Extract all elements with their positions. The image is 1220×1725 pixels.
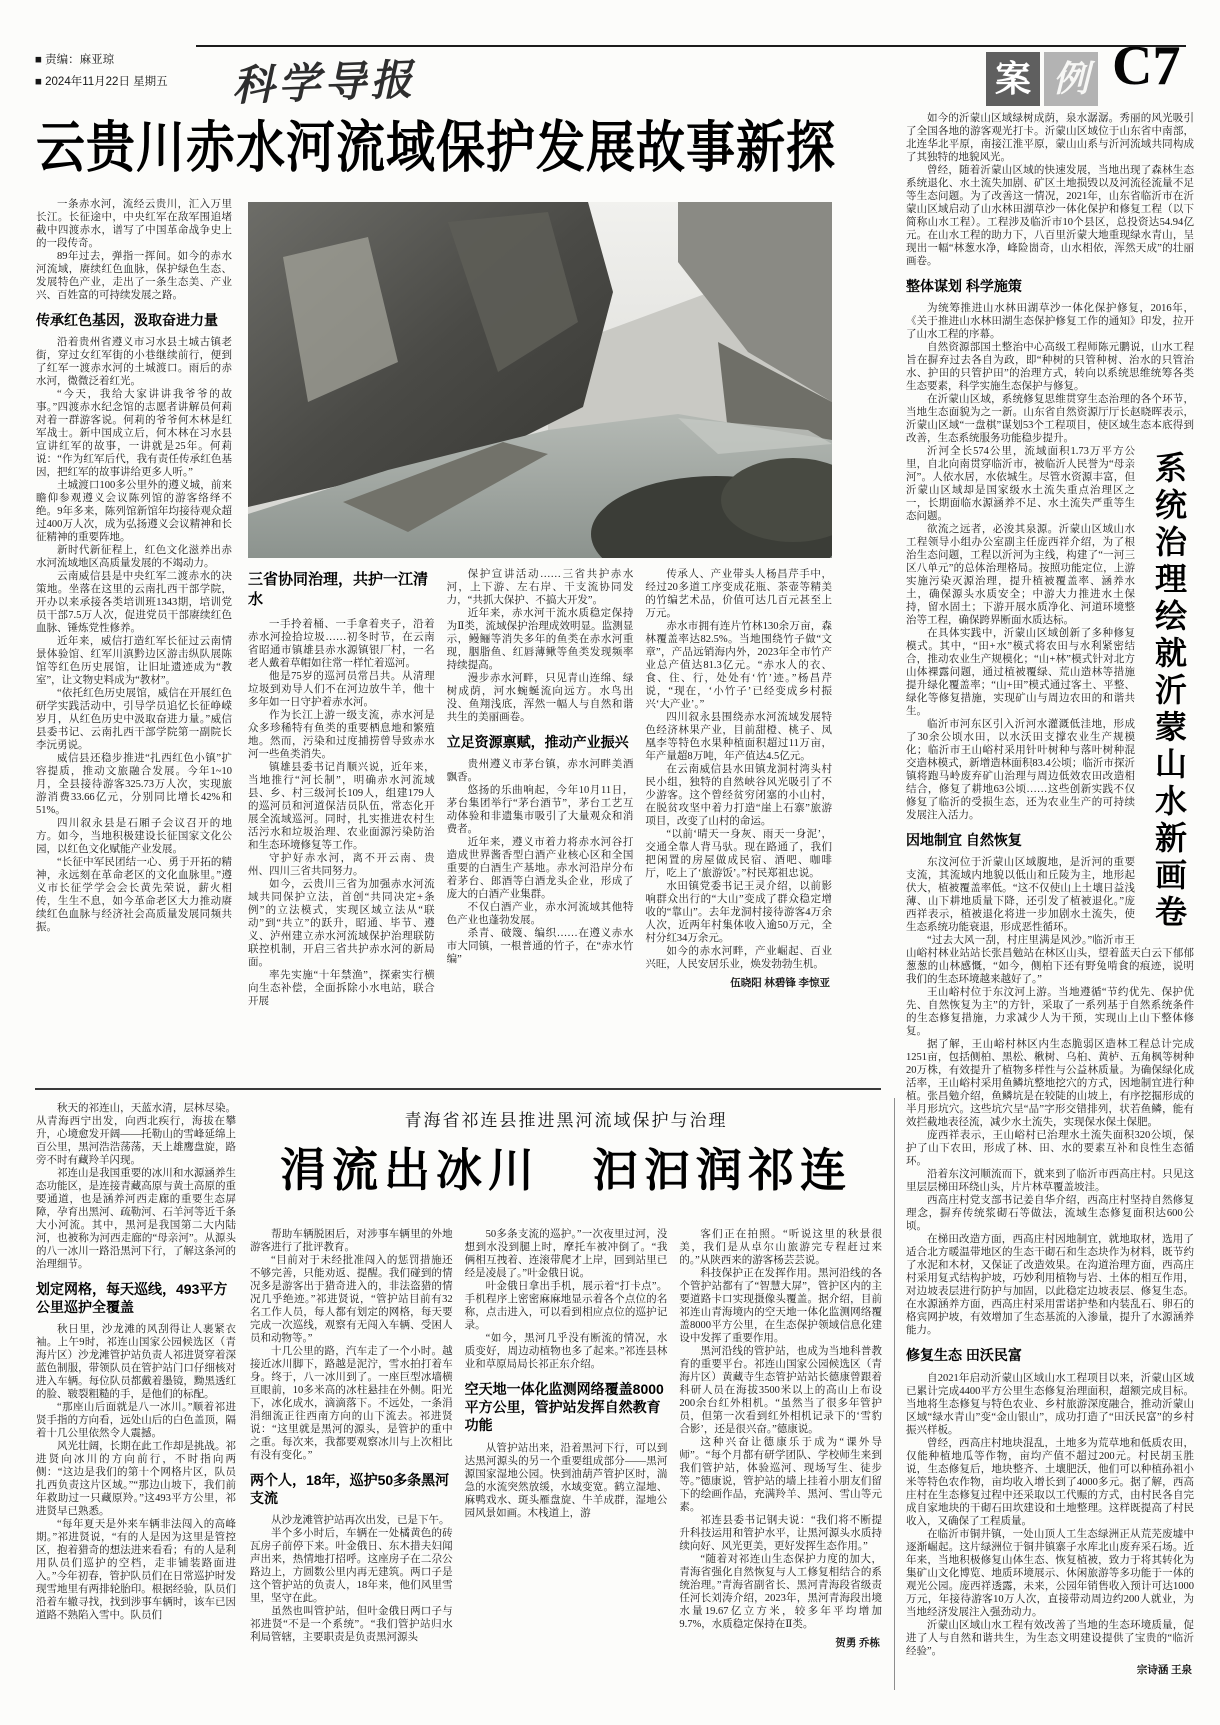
paragraph: 沂蒙山区域山水工程有效改善了当地的生态环境质量，促进了人与自然和谐共生，为生态文明建设提供了宝贵的“临沂经验”。 xyxy=(906,1619,1194,1657)
paragraph: 50多条支流的巡护。”一次夜里过河，没想到水没到腿上时，摩托车被冲倒了。“我俩相互拽着、连滚带爬才上岸，回到站里已经是凌晨了。”叶金俄日说。 xyxy=(464,1229,668,1279)
paragraph: 在具体实践中，沂蒙山区域创新了多种修复模式。其中，“田+水”模式将农田与水利紧密结合，推动农业生产规模化；“山+林”模式针对北方山体裸露问题，通过植被覆绿、荒山造林等措施提升绿化覆盖率；“山+田”模式通过客土、平整、绿化等修复措施，实现矿山与周边农田的和谐共生。 xyxy=(906,628,1135,718)
right-article-part-2 xyxy=(906,445,1194,1676)
paragraph: “依托红色历史展馆，威信在开展红色研学实践活动中，引导学员追忆长征峥嵘岁月，从红色历史中汲取奋进力量。”威信县委书记、云南扎西干部学院第一副院长李沅勇说。 xyxy=(36,688,232,752)
paragraph: 如今的沂蒙山区域绿树成荫，泉水潺潺。秀丽的风光吸引了全国各地的游客观光打卡。沂蒙山区域位于山东省中南部，北连华北平原，南接江淮平原，蒙山山系与沂河流域共同构成了其独特的地貌风光。 xyxy=(906,113,1194,163)
byline: 贺勇 乔栋 xyxy=(835,1638,881,1649)
paragraph: 一条赤水河，流经云贵川，汇入万里长江。长征途中，中央红军在敌军围追堵截中四渡赤水，谱写了中国革命战争史上的一段传奇。 xyxy=(36,199,232,249)
paragraph: 率先实施“十年禁渔”，探索实行横向生态补偿，全面拆除小水电站，联合开展 xyxy=(248,970,435,1007)
date-line: ■ 2024年11月22日 星期五 xyxy=(35,75,168,88)
newspaper-masthead: 科学导报 xyxy=(231,57,417,111)
paragraph: “目前对于未经批准闯入的惩罚措施还不够完善，只能劝返、提醒。我们碰到的情况多是游客出于猎奇进入的，非法盗猎的情况几乎绝迹。”祁进贤说，“管护站目前有32名工作人员，每人都有划定的网格，每天要完成一次巡线，观察有无闯入车辆、受困人员和动物等。” xyxy=(250,1255,453,1344)
paragraph: 赤水市拥有连片竹林130余万亩，森林覆盖率达82.5%。当地围绕竹子做“文章”，产品远销海内外，2023年全市竹产业总产值达81.3亿元。“赤水人的衣、食、住、行，处处有‘竹’迹。”杨昌芹说，“现在，‘小竹子’已经变成乡村振兴‘大产业’。” xyxy=(645,621,833,710)
horizontal-divider xyxy=(35,1088,881,1090)
column-subhead: 整体谋划 科学施策 xyxy=(906,278,1022,294)
paragraph: 四川叙永县是石厢子会议召开的地方。如今，当地积极建设长征国家文化公园，以红色文化赋能产业发展。 xyxy=(36,818,232,856)
paragraph: 贵州遵义市茅台镇，赤水河畔美酒飘香。 xyxy=(446,759,634,784)
paragraph: 黑河沿线的管护站，也成为当地科普教育的重要平台。祁连山国家公园候选区（青海片区）黄藏寺生态管护站站长德康曾跟着科研人员在海拔3500米以上的高山上布设200余台红外相机。“虽然当了很多年管护员，但第一次看到红外相机记录下的‘雪豹合影’，还是很兴奋。”德康说。 xyxy=(679,1346,883,1435)
main-article-column-1 xyxy=(36,198,232,1082)
paragraph: 不仅白酒产业，赤水河流域其他特色产业也蓬勃发展。 xyxy=(446,902,634,927)
masthead-info xyxy=(35,50,168,94)
main-article-columns xyxy=(248,568,832,1080)
column-subhead: 立足资源禀赋，推动产业振兴 xyxy=(446,734,629,750)
paragraph: 王山峪村位于东汶河上游。当地遵循“节约优先、保护优先、自然恢复为主”的方针，采取了一系列基于自然系统条件的生态修复措施，力求减少人为干预，实现山上山下整体修复。 xyxy=(906,987,1194,1038)
column-subhead: 两个人，18年，巡护50多条黑河支流 xyxy=(250,1472,450,1507)
main-article-column-4 xyxy=(645,568,832,1080)
paragraph: 沂河全长574公里，流域面积1.73万平方公里，自北向南贯穿临沂市，被临沂人民誉为“母亲河”。人依水居，水依城生。尽管水资源丰富，但沂蒙山区域却是国家级水土流失重点治理区之一，长期面临水源涵养不足、水土流失严重等生态问题。 xyxy=(906,446,1135,523)
paragraph: 曾经，西高庄村地块混乱，土地多为荒草地和低质农田，仅能种植地瓜等作物，亩均产值不超过200元。村民胡玉胜说，生态修复后，地块整齐、土壤肥沃，他们可以种植孙祖小米等特色农作物，亩均收入增长到了4000多元。据了解，西高庄村在生态修复过程中还采取以工代赈的方式，由村民各自完成自家地块的干砌石田坎建设和土地整理。这样既提高了村民收入，又确保了工程质量。 xyxy=(906,1437,1194,1527)
paragraph: 十几公里的路，汽车走了一个小时。越接近冰川脚下，路越是泥泞，雪水拍打着车身。终于，八一冰川到了。一座巨型冰墙横亘眼前，10多米高的冰柱悬挂在外侧。阳光下，冰化成水，滴滴落下。不远处，一条涓涓细流正往西南方向的山下流去。祁进贤说：“这里就是黑河的源头，是管护的重中之重。每次来，我都要观察冰川与上次相比有没有变化。” xyxy=(250,1346,453,1461)
column-subhead: 划定网格，每天巡线，493平方公里巡护全覆盖 xyxy=(36,1281,228,1316)
paragraph: 传承人、产业带头人杨昌芹手中，经过20多道工序变成花瓶、茶壶等精美的竹编艺术品，价值可达几百元甚至上万元。 xyxy=(645,569,833,619)
paragraph: “长征中军民团结一心、勇于开拓的精神，永远刻在革命老区的文化血脉里。”遵义市长征学学会会长黄先荣说，薪火相传，生生不息，如今革命老区大力推动赓续红色血脉与经济社会高质量发展同频共振。 xyxy=(36,857,232,934)
paragraph: 在沂蒙山区域，系统修复思维贯穿生态治理的各个环节，当地生态面貌为之一新。山东省自然资源厅厅长赵晓晖表示，沂蒙山区域“一盘棋”谋划53个工程项目，使区域生态本底得到改善，生态系统服务功能稳步提升。 xyxy=(906,394,1194,445)
header-rule xyxy=(196,45,1186,47)
byline: 宗诗涵 王泉 xyxy=(1136,1664,1192,1676)
paragraph: “随着对祁连山生态保护力度的加大，青海省强化自然恢复与人工修复相结合的系统治理。”青海省副省长、黑河青海段省级责任河长刘涛介绍，2023年，黑河青海段出境水量19.67亿立方米，较多年平均增加9.7%，水质稳定保持在Ⅱ类。 xyxy=(679,1554,883,1630)
paragraph: 漫步赤水河畔，只见青山连绵、绿树成荫，河水蜿蜒流向远方。水鸟出没、鱼翔浅底，浑然一幅人与自然和谐共生的美丽画卷。 xyxy=(446,673,634,723)
paragraph: 自然资源部国土整治中心高级工程师陈元鹏说，山水工程旨在摒弃过去各自为政，即“种树的只管种树、治水的只管治水、护田的只管护田”的治理方式，转向以系统思维统筹各类生态要素，科学实施生态保护与修复。 xyxy=(906,342,1194,393)
column-subhead: 修复生态 田沃民富 xyxy=(906,1347,1022,1364)
bottom-article-column-4 xyxy=(679,1228,882,1704)
bottom-article-column-3 xyxy=(465,1228,668,1704)
paragraph: 杀青、破篾、编织……在遵义赤水市大同镇，一根普通的竹子，在“赤水竹编” xyxy=(446,928,634,966)
paragraph: 科技保护正在发挥作用。黑河沿线的各个管护站都有了“智慧大屏”，管护区内的主要道路卡口实现摄像头覆盖。据介绍，目前祁连山青海境内的空天地一体化监测网络覆盖8000平方公里，在生态保护领域信息化建设中发挥了重要作用。 xyxy=(679,1268,883,1344)
paragraph: 曾经，随着沂蒙山区域的快速发展，当地出现了森林生态系统退化、水土流失加剧、矿区土地损毁以及河流径流量不足等生态问题。为了改善这一情况，2021年，山东省临沂市在沂蒙山区域启动了山水林田湖草沙一体化保护和修复工程（以下简称山水工程）。工程涉及临沂市10个县区，总投资达54.94亿元。在山水工程的助力下，八百里沂蒙大地重现绿水青山，呈现出一幅“林葱水净，峰险崮奇，山水相依，浑然天成”的壮丽画卷。 xyxy=(906,165,1194,267)
paragraph: 半个多小时后，车辆在一处橘黄色的砖瓦房子前停下来。叶金俄日、东木措夫妇闻声出来，热情地打招呼。这座房子在二尕公路边上，方圆数公里内再无建筑。两口子是这个管护站的负责人，18年来，他们风里雪里，坚守在此。 xyxy=(250,1528,453,1605)
section-tag-an: 案 xyxy=(986,52,1040,106)
column-subhead: 因地制宜 自然恢复 xyxy=(906,832,1022,849)
paragraph: 叶金俄日拿出手机，展示着“打卡点”。手机程序上密密麻麻地显示着各个点位的名称，点击进入，可以看到相应点位的巡护记录。 xyxy=(464,1281,668,1331)
right-article-vertical-headline: 系统治理绘就沂蒙山水新画卷 xyxy=(1151,451,1187,933)
paragraph: 保护宣讲活动……三省共护赤水河，上下游、左右岸、干支流协同发力，“共抓大保护、不搞大开发”。 xyxy=(446,569,634,606)
paragraph: 近年来，威信打造红军长征过云南情景体验馆、红军川滇黔边区游击纵队展陈馆等红色历史展馆，让旧址遗迹成为“教室”，让文物史料成为“教材”。 xyxy=(36,636,232,687)
paragraph: 虽然也叫管护站，但叶金俄日两口子与祁进贤“不是一个系统”。“我们管护站归水利局管辖，主要职责是负责黑河源头 xyxy=(250,1606,453,1644)
paragraph: 如今的赤水河畔，产业崛起、百业兴旺，人民安居乐业，焕发勃勃生机。 xyxy=(645,946,833,970)
paragraph: 水田镇党委书记王灵介绍，以前影响群众出行的“大山”变成了群众稳定增收的“靠山”。去年龙洞村接待游客4万余人次，近两年村集体收入逾50万元，全村分红34万余元。 xyxy=(645,881,833,944)
paragraph: 在梯田改造方面，西高庄村因地制宜，就地取材，选用了适合北方暖温带地区的生态干砌石和生态块作为材料，既节约了水泥和木材，又保证了改造效果。在沟道治理方面，西高庄村采用复式结构护坡，巧妙利用植物与岩、土体的相互作用，对边坡表层进行防护与加固，以此稳定边坡表层、修复生态。在水源涵养方面，西高庄村采用雷诺护垫和内装乱石、卵石的格宾网护坡，有效增加了生态基流的入渗量，提升了水源涵养能力。 xyxy=(906,1234,1194,1337)
paragraph: 风光壮阔，长期在此工作却是挑战。祁进贤向冰川的方向前行，不时指向两侧：“这边是我们的第十个网格片区，队员扎西负责这片区域。”“那边山坡下，我们前年救助过一只藏原羚。”这493平方公里，祁进贤早已熟悉。 xyxy=(36,1441,236,1518)
paragraph: 威信县还稳步推进“扎西红色小镇”扩容提质，推动文旅融合发展。今年1~10月，全县接待游客325.73万人次，实现旅游消费33.66亿元，分别同比增长42%和51%。 xyxy=(36,753,232,817)
paragraph: 据了解，王山峪村林区内生态脆弱区造林工程总计完成1251亩，包括侧柏、黑松、楸树、乌桕、黄栌、五角枫等树种20万株，有效提升了植物多样性与公益林质量。为确保绿化成活率，王山峪村采用鱼鳞坑整地挖穴的方式，因地制宜进行种植。张昌勉介绍，鱼鳞坑是在较陡的山坡上，有序挖掘形成的半月形坑穴。这些坑穴呈“品”字形交错排列，状若鱼鳞，能有效拦截地表径流，减少水土流失，实现保水保土保肥。 xyxy=(906,1039,1194,1129)
paragraph: 帮助车辆脱困后，对涉事车辆里的外地游客进行了批评教育。 xyxy=(250,1229,453,1253)
vertical-divider xyxy=(894,1098,895,1690)
paragraph: 这种兴奋让德康乐于成为“课外导师”。“每个月都有研学团队、学校师生来到我们管护站，体验巡河、现场写生、徒步等。”德康说，管护站的墙上挂着小朋友们留下的绘画作品，充满羚羊、黑河、雪山等元素。 xyxy=(679,1437,883,1513)
paragraph: 在云南威信县水田镇龙洞村湾头村民小组，独特的自然峡谷风光吸引了不少游客。这个曾经贫穷闭塞的小山村，在脱贫攻坚中着力打造“崖上石寨”旅游项目，改变了山村的命运。 xyxy=(645,764,833,827)
paragraph: 近年来，赤水河干流水质稳定保持为Ⅱ类，流域保护治理成效明显。监测显示，鳗鲡等消失多年的鱼类在赤水河重现，胭脂鱼、红唇薄鳅等鱼类发现频率持续提高。 xyxy=(446,608,634,671)
paragraph: “每年夏天是外来车辆非法闯入的高峰期。”祁进贤说，“有的人是因为这里是管控区，抱着猎奇的想法进来看看；有的人是利用队员们巡护的空档，走非铺装路面进入。”今年初春，管护队员们在日常巡护时发现雪地里有两排轮胎印。根据经验，队员们沿着车辙寻找，找到涉事车辆时，该车已因道路不熟陷入雪中。队员们 xyxy=(36,1519,236,1622)
paragraph: 新时代新征程上，红色文化滋养出赤水河流域地区高质量发展的不竭动力。 xyxy=(36,545,232,570)
river-gorge-photo xyxy=(248,202,832,558)
paragraph: 如今，云贵川三省为加强赤水河流域共同保护立法，首创“共同决定+条例”的立法模式，实现区域立法从“联动”到“共立”的跃升，昭通、毕节、遵义、泸州建立赤水河流域保护治理联防联控机制，开启三省共护赤水河的新局面。 xyxy=(248,879,435,968)
paragraph: 祁连山是我国重要的冰川和水源涵养生态功能区，是连接青藏高原与黄土高原的重要通道，也是涵养河西走廊的重要生态屏障，孕育出黑河、疏勒河、石羊河等近千条大小河流。其中，黑河是我国第二大内陆河，也被称为河西走廊的“母亲河”。从源头的八一冰川一路沿黑河下行，了解这条河的治理细节。 xyxy=(36,1168,236,1270)
section-subhead: 三省协同治理，共护一江清水 xyxy=(248,571,429,608)
editor-line: ■ 责编：麻亚琼 xyxy=(35,54,115,66)
column-subhead: 传承红色基因，汲取奋进力量 xyxy=(36,312,218,328)
paragraph: “如今，黑河几乎没有断流的情况，水质变好，周边动植物也多了起来。”祁连县林业和草原局局长祁正东介绍。 xyxy=(464,1333,668,1370)
paragraph: 东汶河位于沂蒙山区域腹地，是沂河的重要支流，其流域内地貌以低山和丘陵为主，地形起伏大，植被覆盖率低。“这不仅使山上土壤日益浅薄、山下耕地质量下降，还引发了植被退化。”庞西祥表示，植被退化将进一步加剧水土流失，使生态系统功能衰退，形成恶性循环。 xyxy=(906,857,1135,934)
bottom-article-headline: 涓流出冰川 汩汩润祁连 xyxy=(280,1145,852,1196)
paragraph: 89年过去，弹指一挥间。如今的赤水河流域，赓续红色血脉，保护绿色生态、发展特色产业，走出了一条生态美、产业兴、百姓富的可持续发展之路。 xyxy=(36,251,232,301)
main-article-column-2 xyxy=(248,568,435,1080)
paragraph: 作为长江上游一级支流，赤水河是众多珍稀特有鱼类的重要栖息地和繁殖地。然而，污染和过度捕捞曾导致赤水河一些鱼类消失。 xyxy=(248,710,435,760)
paragraph: 为统筹推进山水林田湖草沙一体化保护修复，2016年，《关于推进山水林田湖生态保护修复工作的通知》印发，拉开了山水工程的序幕。 xyxy=(906,303,1194,341)
paragraph: 他是75岁的巡河员常吕共。从清理垃圾到劝导人们不在河边放牛羊，他十多年如一日守护着赤水河。 xyxy=(248,671,435,708)
paragraph: 沿着东汶河顺流而下，就来到了临沂市西高庄村。只见这里层层梯田环绕山头，片片林草覆盖坡洼。 xyxy=(906,1169,1194,1194)
byline: 伍晓阳 林碧锋 李惊亚 xyxy=(730,978,831,989)
paragraph: 秋日里，沙龙滩的风刮得让人裹紧衣袖。上午9时，祁连山国家公园候选区（青海片区）沙龙滩管护站负责人祁进贤穿着深蓝色制服，带领队员在管护站门口仔细核对进入车辆。每位队员都戴着墨镜，黝黑透红的脸、皲裂粗糙的手，是他们的标配。 xyxy=(36,1324,236,1401)
paragraph: 祁连县委书记钢夫说：“我们将不断提升科技运用和管护水平，让黑河源头水质持续向好、风光更美，更好发挥生态作用。” xyxy=(679,1515,883,1552)
column-subhead: 空天地一体化监测网络覆盖8000平方公里，管护站发挥自然教育功能 xyxy=(464,1381,664,1434)
paragraph: 临沂市河东区引入沂河水灌溉低洼地，形成了30余公顷水田，以水沃田支撑农业生产规模化；临沂市王山峪村采用针叶树种与落叶树种混交造林模式，新增造林面积83.4公顷；临沂市探沂镇将跑马岭废弃矿山治理与周边低效农田改造相结合，修复了耕地63公顷……这些创新实践不仅修复了临沂的受损生态，还为农业生产的可持续发展注入活力。 xyxy=(906,719,1135,822)
paragraph: “过去大风一刮，村庄里满是风沙。”临沂市王山峪村林业站站长张昌勉站在林区山头，望着蓝天白云下郁郁葱葱的山林感慨，“如今，侧柏下还有野兔啃食的痕迹，说明我们的生态环境越来越好了。” xyxy=(906,935,1194,986)
paragraph: 客们正在拍照。“听说这里的秋景很美，我们是从卓尔山旅游完专程赶过来的。”从陕西来的游客杨芸芸说。 xyxy=(679,1229,883,1266)
bottom-article-column-1 xyxy=(36,1102,236,1704)
paragraph: 镇雄县委书记肖顺兴说，近年来，当地推行“河长制”，明确赤水河流域县、乡、村三级河长109人，组建179人的巡河员和河道保洁员队伍，常态化开展全流域巡河。同时，扎实推进农村生活污水和垃圾治理、农业面源污染防治和生态环境修复等工作。 xyxy=(248,762,435,851)
paragraph: 西高庄村党支部书记姜自华介绍，西高庄村坚持自然修复理念，摒弃传统浆砌石等做法，流域生态修复面积达600公顷。 xyxy=(906,1195,1194,1233)
main-headline: 云贵川赤水河流域保护发展故事新探 xyxy=(36,117,837,180)
bottom-article-columns xyxy=(250,1228,882,1704)
paragraph: 守护好赤水河，离不开云南、贵州、四川三省共同努力。 xyxy=(248,853,435,877)
paragraph: 悠扬的乐曲响起，今年10月11日，茅台集团举行“茅台酒节”，茅台工艺互动体验和非遗集市吸引了大量观众和消费者。 xyxy=(446,785,634,836)
paragraph: 沿着贵州省遵义市习水县土城古镇老街，穿过女红军街的小巷继续前行，便到了红军一渡赤水河的土城渡口。雨后的赤水河，微微泛着红光。 xyxy=(36,337,232,388)
paragraph: 四川叙永县围绕赤水河流域发展特色经济林果产业，目前甜橙、桃子、凤凰李等特色水果种植面积超过11万亩，年产量超8万吨，年产值达4.5亿元。 xyxy=(645,712,833,762)
paragraph: 在临沂市铜井镇，一处山顶人工生态绿洲正从荒芜废墟中逐渐崛起。这片绿洲位于铜井镇寨子水库北山废弃采石场。近年来，当地积极修复山体生态、恢复植被，致力于将其转化为集矿山文化博览、地质环境展示、休闲旅游等多功能于一体的观光公园。庞西祥透露，未来，公园年销售收入预计可达1000万元，年接待游客10万人次，直接带动周边约200人就业，为当地经济发展注入强劲动力。 xyxy=(906,1528,1194,1618)
bottom-article-column-2 xyxy=(250,1228,453,1704)
page-number: C7 xyxy=(1112,35,1181,97)
bottom-article-kicker: 青海省祁连县推进黑河流域保护与治理 xyxy=(404,1111,728,1130)
paragraph: 一手拎着桶、一手拿着夹子，沿着赤水河捡拾垃圾……初冬时节，在云南省昭通市镇雄县赤水源镇银厂村，一名老人戴着草帽如往常一样忙着巡河。 xyxy=(248,619,435,669)
section-tag-li: 例 xyxy=(1044,52,1098,106)
paragraph: 近年来，遵义市着力将赤水河谷打造成世界酱香型白酒产业核心区和全国重要的白酒生产基地。赤水河沿岸分布着茅台、郎酒等白酒龙头企业，形成了庞大的白酒产业集群。 xyxy=(446,837,634,901)
paragraph: 从管护站出来，沿着黑河下行，可以到达黑河源头的另一个重要组成部分——黑河源国家湿地公园。快到油葫芦管护区时，湍急的水流突然放缓，水域变宽。鹤立湿地、麻鸭戏水、斑头雁盘旋、牛羊成群，湿地公园风景如画。木栈道上，游 xyxy=(464,1442,668,1519)
right-article-part-1 xyxy=(906,112,1194,445)
paragraph: 欲流之远者，必浚其泉源。沂蒙山区域山水工程领导小组办公室副主任庞西祥介绍，为了根治生态问题，工程以沂河为主线，构建了“一河三区八单元”的总体治理格局。按照功能定位，上游实施污染灭源治理，提升植被覆盖率、涵养水土，确保源头水质安全；中游大力推进水土保持，留水固土；下游开展水质净化、河道环境整治等工程，确保跨界断面水质达标。 xyxy=(906,524,1135,627)
paragraph: 自2021年启动沂蒙山区域山水工程项目以来，沂蒙山区域已累计完成4400平方公里生态修复治理面积，超额完成目标。当地将生态修复与特色农业、乡村旅游深度融合，推动沂蒙山区域“绿水青山”变“金山银山”，成功打造了“田沃民富”的乡村振兴样板。 xyxy=(906,1372,1194,1436)
paragraph: 庞西祥表示，王山峪村已治理水土流失面积320公顷，保护了山下农田，形成了林、田、水的要素互补和良性生态循环。 xyxy=(906,1130,1194,1168)
paragraph: 云南威信县是中央红军二渡赤水的决策地。坐落在这里的云南扎西干部学院，开办以来承接各类培训班1343期，培训党员干部7.5万人次，促进党员干部赓续红色血脉、锤炼党性修养。 xyxy=(36,571,232,635)
paragraph: “今天，我给大家讲讲我爷爷的故事。”四渡赤水纪念馆的志愿者讲解员何莉对着一群游客说。何莉的爷爷何木林是红军战士。新中国成立后，何木林在习水县宣讲红军的故事，一讲就是25年。何莉说：“作为红军后代，我有责任传承红色基因，把红军的故事讲给更多人听。” xyxy=(36,389,232,479)
paragraph: 从沙龙滩管护站再次出发，已是下午。 xyxy=(271,1515,450,1527)
paragraph: “以前‘晴天一身灰、雨天一身泥’，交通全靠人背马驮。现在路通了，我们把闲置的房屋做成民宿、酒吧、咖啡厅，吃上了‘旅游饭’。”村民郑祖忠说。 xyxy=(645,829,833,879)
paragraph: 秋天的祁连山，天蓝水清，层林尽染。从青海西宁出发，向西北疾行，海拔在攀升，心境愈发开阔——托勒山的雪峰延绵上百公里，黑河浩浩荡荡，天上雄鹰盘旋，路旁不时有藏羚羊闪现。 xyxy=(36,1103,236,1166)
paragraph: 土城渡口100多公里外的遵义城，前来瞻仰参观遵义会议陈列馆的游客络绎不绝。9年多来，陈列馆新馆年均接待观众超过400万人次，成为弘扬遵义会议精神和长征精神的重要阵地。 xyxy=(36,480,232,544)
right-article xyxy=(906,112,1194,1682)
paragraph: “那座山后面就是八一冰川。”顺着祁进贤手指的方向看，远处山后的白色盖顶，隔着十几公里依然令人震撼。 xyxy=(36,1402,236,1440)
main-article-column-3 xyxy=(447,568,634,1080)
